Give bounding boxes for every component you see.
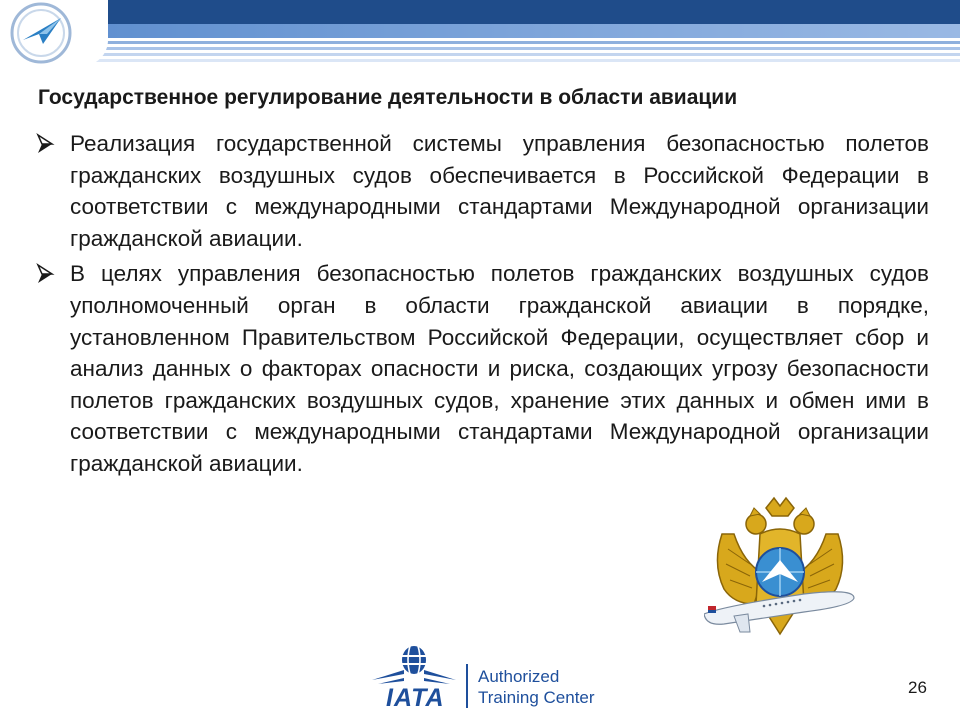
header-stripe (82, 59, 960, 62)
bullet-list (34, 128, 929, 484)
aviation-agency-logo (3, 0, 79, 66)
header-dark-band (82, 0, 960, 24)
header-stripe (82, 41, 960, 44)
list-item (34, 258, 929, 479)
double-headed-eagle-emblem (704, 494, 856, 646)
header-banner (0, 0, 960, 66)
footer-caption-line1: Authorized (478, 667, 560, 686)
bullet-text: В целях управления безопасностью полетов гражданских воздушных судов уполномоченный орган в области гражданской авиации в порядке, установленном Правительством Российской Федерации, осуществляет сбор и анализ данных о факторах опасности и риска, создающих угрозу безопасности полетов гражданских воздушных судов, хранение этих данных и обмен ими в соответствии с международными стандартами Международной организации гражданской авиации. (70, 261, 929, 476)
iata-wordmark: IATA (386, 684, 445, 712)
header-corner (82, 0, 108, 66)
arrow-chevron-icon (36, 263, 56, 285)
page-title: Государственное регулирование деятельности в области авиации (38, 86, 738, 109)
footer-divider (466, 664, 468, 708)
footer-caption (478, 666, 595, 708)
page-number: 26 (908, 678, 927, 697)
bullet-text: Реализация государственной системы управления безопасностью полетов гражданских воздушных судов обеспечивается в Российской Федерации в соответствии с международными стандартами Международной организации гражданской авиации. (70, 131, 929, 251)
list-item (34, 128, 929, 254)
arrow-chevron-icon (36, 133, 56, 155)
header-gradient-band (82, 24, 960, 38)
footer-caption-line2: Training Center (478, 688, 595, 707)
header-stripe (82, 47, 960, 50)
header-stripe (82, 53, 960, 56)
